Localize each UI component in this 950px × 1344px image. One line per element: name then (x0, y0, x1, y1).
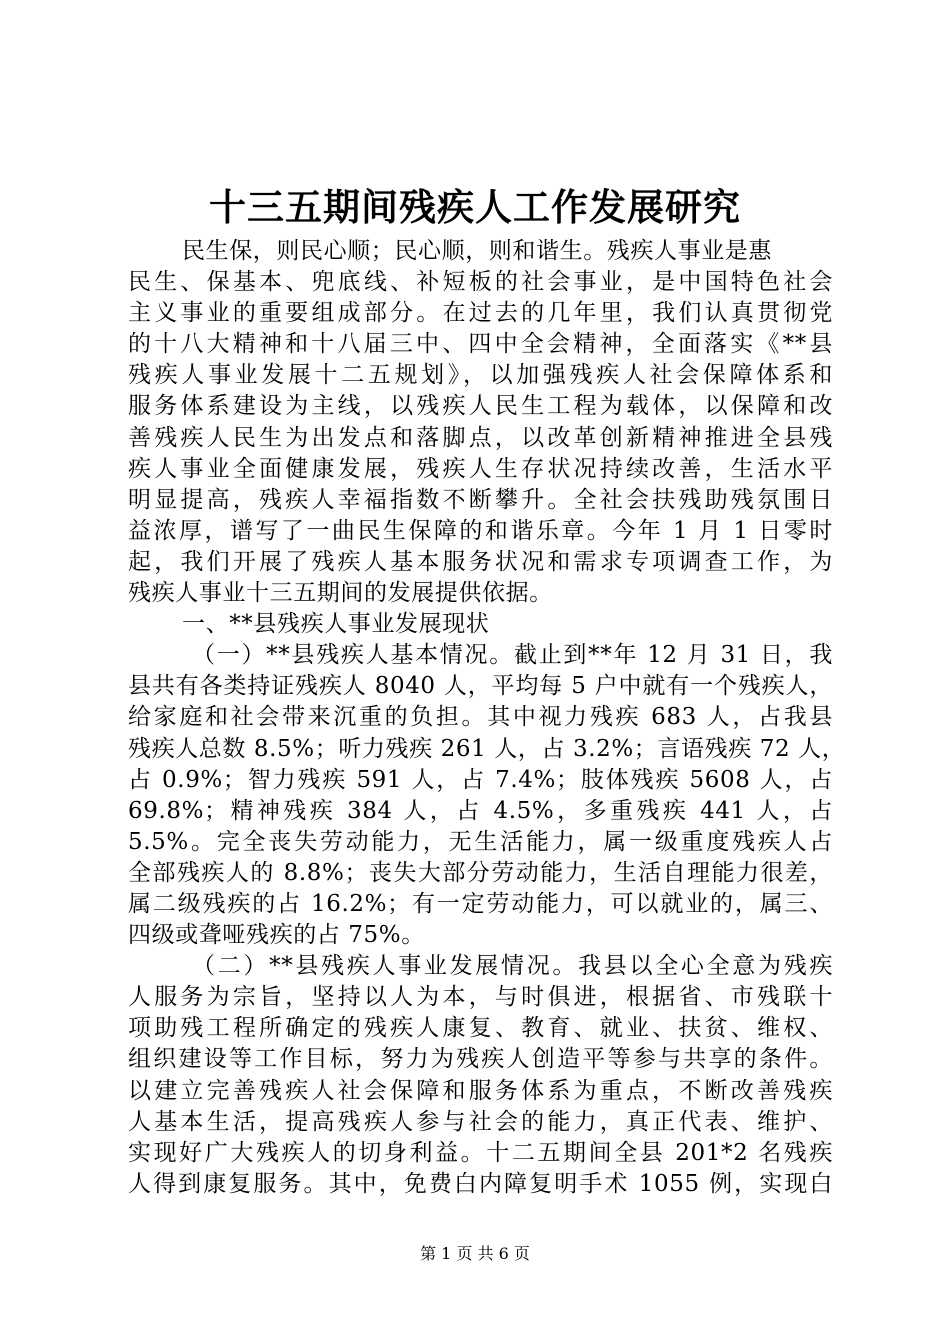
paragraph-line: 益浓厚，谱写了一曲民生保障的和谐乐章。今年 1 月 1 日零时 (128, 517, 833, 544)
paragraph-line: 民生保，则民心顺；民心顺，则和谐生。残疾人事业是惠 (182, 238, 772, 264)
paragraph-line: 善残疾人民生为出发点和落脚点，以改革创新精神推进全县残 (128, 424, 833, 451)
paragraph-line: 人得到康复服务。其中，免费白内障复明手术 1055 例，实现白 (128, 1170, 833, 1197)
paragraph-line: 主义事业的重要组成部分。在过去的几年里，我们认真贯彻党 (128, 300, 833, 327)
paragraph-line: 服务体系建设为主线，以残疾人民生工程为载体，以保障和改 (128, 393, 833, 420)
paragraph-line: 属二级残疾的占 16.2%；有一定劳动能力，可以就业的，属三、 (128, 890, 833, 917)
paragraph-line: 项助残工程所确定的残疾人康复、教育、就业、扶贫、维权、 (128, 1015, 833, 1042)
paragraph-line: 残疾人事业十三五期间的发展提供依据。 (128, 580, 553, 607)
document-title: 十三五期间残疾人工作发展研究 (209, 185, 741, 229)
paragraph-line: 占 0.9%；智力残疾 591 人，占 7.4%；肢体残疾 5608 人，占 (128, 766, 833, 793)
paragraph-line: （二）**县残疾人事业发展情况。我县以全心全意为残疾 (192, 953, 833, 980)
paragraph-line: 实现好广大残疾人的切身利益。十二五期间全县 201*2 名残疾 (128, 1139, 833, 1166)
paragraph-line: 疾人事业全面健康发展，残疾人生存状况持续改善，生活水平 (128, 455, 833, 482)
paragraph-line: 组织建设等工作目标，努力为残疾人创造平等参与共享的条件。 (128, 1046, 833, 1073)
document-body (128, 236, 846, 1200)
paragraph-line: 起，我们开展了残疾人基本服务状况和需求专项调查工作，为 (128, 548, 833, 575)
paragraph-line: 残疾人总数 8.5%；听力残疾 261 人，占 3.2%；言语残疾 72 人， (128, 735, 846, 762)
page-footer: 第 1 页 共 6 页 (420, 1244, 530, 1263)
paragraph-line: 人服务为宗旨，坚持以人为本，与时俱进，根据省、市残联十 (128, 984, 833, 1011)
paragraph-line: 5.5%。完全丧失劳动能力，无生活能力，属一级重度残疾人占 (128, 828, 833, 855)
paragraph-line: 民生、保基本、兜底线、补短板的社会事业，是中国特色社会 (128, 269, 833, 296)
paragraph-line: 给家庭和社会带来沉重的负担。其中视力残疾 683 人，占我县 (128, 704, 833, 731)
paragraph-line: 全部残疾人的 8.8%；丧失大部分劳动能力，生活自理能力很差， (128, 859, 833, 886)
paragraph-line: 县共有各类持证残疾人 8040 人，平均每 5 户中就有一个残疾人， (128, 673, 833, 700)
paragraph-line: 的十八大精神和十八届三中、四中全会精神，全面落实《**县 (128, 331, 833, 358)
section-heading: 一、**县残疾人事业发展现状 (182, 611, 490, 638)
paragraph-line: 以建立完善残疾人社会保障和服务体系为重点，不断改善残疾 (128, 1077, 833, 1104)
paragraph-line: 明显提高，残疾人幸福指数不断攀升。全社会扶残助残氛围日 (128, 486, 833, 513)
paragraph-line: 人基本生活，提高残疾人参与社会的能力，真正代表、维护、 (128, 1108, 833, 1135)
paragraph-line: 四级或聋哑残疾的占 75%。 (128, 922, 425, 949)
paragraph-line: 69.8%；精神残疾 384 人，占 4.5%，多重残疾 441 人，占 (128, 797, 833, 824)
paragraph-line: （一）**县残疾人基本情况。截止到**年 12 月 31 日，我 (192, 642, 833, 669)
paragraph-line: 残疾人事业发展十二五规划》，以加强残疾人社会保障体系和 (128, 362, 833, 389)
